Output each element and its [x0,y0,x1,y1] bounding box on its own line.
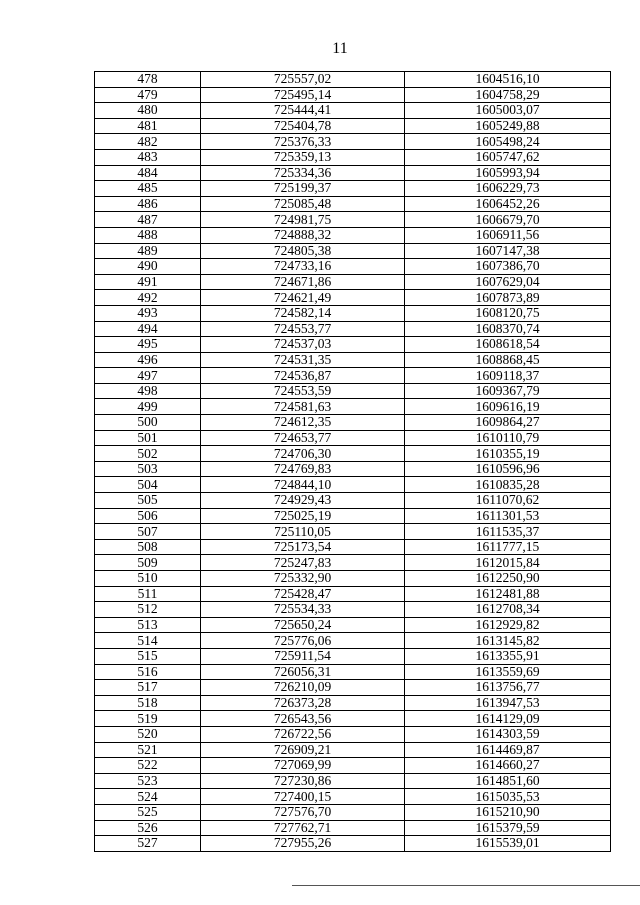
table-row [95,508,611,524]
x-coordinate-cell: 725650,24 [201,617,405,633]
table-row [95,368,611,384]
point-number-cell: 503 [95,461,201,477]
point-number-cell: 517 [95,680,201,696]
y-coordinate-cell: 1607147,38 [405,243,611,259]
point-number-cell: 527 [95,836,201,852]
y-coordinate-cell: 1605747,62 [405,149,611,165]
point-number-cell: 505 [95,493,201,509]
x-coordinate-cell: 724929,43 [201,493,405,509]
table-row [95,118,611,134]
point-number-cell: 523 [95,773,201,789]
point-number-cell: 489 [95,243,201,259]
y-coordinate-cell: 1608618,54 [405,337,611,353]
x-coordinate-cell: 726373,28 [201,695,405,711]
x-coordinate-cell: 725376,33 [201,134,405,150]
table-row [95,617,611,633]
point-number-cell: 488 [95,227,201,243]
table-row [95,399,611,415]
point-number-cell: 492 [95,290,201,306]
point-number-cell: 508 [95,539,201,555]
x-coordinate-cell: 726056,31 [201,664,405,680]
x-coordinate-cell: 725776,06 [201,633,405,649]
table-row [95,321,611,337]
x-coordinate-cell: 724805,38 [201,243,405,259]
x-coordinate-cell: 724581,63 [201,399,405,415]
x-coordinate-cell: 724582,14 [201,305,405,321]
table-row [95,836,611,852]
y-coordinate-cell: 1611070,62 [405,493,611,509]
y-coordinate-cell: 1605993,94 [405,165,611,181]
y-coordinate-cell: 1605498,24 [405,134,611,150]
table-row [95,446,611,462]
table-row [95,524,611,540]
point-number-cell: 509 [95,555,201,571]
table-row [95,196,611,212]
table-row [95,103,611,119]
point-number-cell: 516 [95,664,201,680]
y-coordinate-cell: 1615379,59 [405,820,611,836]
y-coordinate-cell: 1612481,88 [405,586,611,602]
y-coordinate-cell: 1613355,91 [405,648,611,664]
point-number-cell: 494 [95,321,201,337]
table-row [95,227,611,243]
x-coordinate-cell: 725334,36 [201,165,405,181]
y-coordinate-cell: 1614660,27 [405,758,611,774]
table-row [95,539,611,555]
x-coordinate-cell: 725359,13 [201,149,405,165]
bottom-rule [292,885,640,886]
point-number-cell: 479 [95,87,201,103]
point-number-cell: 502 [95,446,201,462]
x-coordinate-cell: 724706,30 [201,446,405,462]
table-row [95,695,611,711]
point-number-cell: 524 [95,789,201,805]
x-coordinate-cell: 725110,05 [201,524,405,540]
y-coordinate-cell: 1613756,77 [405,680,611,696]
x-coordinate-cell: 724621,49 [201,290,405,306]
table-row [95,773,611,789]
y-coordinate-cell: 1610355,19 [405,446,611,462]
x-coordinate-cell: 727955,26 [201,836,405,852]
point-number-cell: 518 [95,695,201,711]
point-number-cell: 521 [95,742,201,758]
point-number-cell: 498 [95,383,201,399]
table-row [95,87,611,103]
y-coordinate-cell: 1604758,29 [405,87,611,103]
point-number-cell: 496 [95,352,201,368]
point-number-cell: 514 [95,633,201,649]
table-row [95,804,611,820]
x-coordinate-cell: 725534,33 [201,602,405,618]
point-number-cell: 497 [95,368,201,384]
point-number-cell: 513 [95,617,201,633]
point-number-cell: 485 [95,181,201,197]
x-coordinate-cell: 726210,09 [201,680,405,696]
table-row [95,726,611,742]
y-coordinate-cell: 1614303,59 [405,726,611,742]
y-coordinate-cell: 1605249,88 [405,118,611,134]
table-row [95,820,611,836]
x-coordinate-cell: 727069,99 [201,758,405,774]
x-coordinate-cell: 725085,48 [201,196,405,212]
point-number-cell: 493 [95,305,201,321]
y-coordinate-cell: 1611301,53 [405,508,611,524]
table-row [95,290,611,306]
table-row [95,461,611,477]
x-coordinate-cell: 725199,37 [201,181,405,197]
point-number-cell: 526 [95,820,201,836]
point-number-cell: 519 [95,711,201,727]
coordinates-table [94,71,611,852]
y-coordinate-cell: 1608370,74 [405,321,611,337]
x-coordinate-cell: 725025,19 [201,508,405,524]
table-row [95,165,611,181]
table-row [95,383,611,399]
point-number-cell: 525 [95,804,201,820]
point-number-cell: 506 [95,508,201,524]
point-number-cell: 481 [95,118,201,134]
point-number-cell: 490 [95,259,201,275]
x-coordinate-cell: 724769,83 [201,461,405,477]
table-row [95,571,611,587]
x-coordinate-cell: 725173,54 [201,539,405,555]
y-coordinate-cell: 1613559,69 [405,664,611,680]
page-number: 11 [332,40,348,57]
table-row [95,415,611,431]
y-coordinate-cell: 1608120,75 [405,305,611,321]
point-number-cell: 484 [95,165,201,181]
x-coordinate-cell: 724981,75 [201,212,405,228]
y-coordinate-cell: 1610596,96 [405,461,611,477]
point-number-cell: 491 [95,274,201,290]
x-coordinate-cell: 727576,70 [201,804,405,820]
x-coordinate-cell: 724888,32 [201,227,405,243]
x-coordinate-cell: 724671,86 [201,274,405,290]
point-number-cell: 515 [95,648,201,664]
x-coordinate-cell: 725495,14 [201,87,405,103]
y-coordinate-cell: 1609118,37 [405,368,611,384]
x-coordinate-cell: 725428,47 [201,586,405,602]
table-row [95,72,611,88]
point-number-cell: 512 [95,602,201,618]
point-number-cell: 501 [95,430,201,446]
y-coordinate-cell: 1609616,19 [405,399,611,415]
y-coordinate-cell: 1612929,82 [405,617,611,633]
x-coordinate-cell: 726909,21 [201,742,405,758]
point-number-cell: 500 [95,415,201,431]
y-coordinate-cell: 1612015,84 [405,555,611,571]
y-coordinate-cell: 1613947,53 [405,695,611,711]
table-row [95,181,611,197]
table-row [95,633,611,649]
x-coordinate-cell: 727762,71 [201,820,405,836]
x-coordinate-cell: 727400,15 [201,789,405,805]
table-row [95,477,611,493]
x-coordinate-cell: 724653,77 [201,430,405,446]
table-row [95,742,611,758]
y-coordinate-cell: 1608868,45 [405,352,611,368]
x-coordinate-cell: 724536,87 [201,368,405,384]
table-row [95,259,611,275]
table-row [95,758,611,774]
y-coordinate-cell: 1615210,90 [405,804,611,820]
y-coordinate-cell: 1606229,73 [405,181,611,197]
y-coordinate-cell: 1607873,89 [405,290,611,306]
point-number-cell: 507 [95,524,201,540]
y-coordinate-cell: 1606452,26 [405,196,611,212]
table-row [95,680,611,696]
y-coordinate-cell: 1611777,15 [405,539,611,555]
point-number-cell: 522 [95,758,201,774]
point-number-cell: 511 [95,586,201,602]
table-row [95,430,611,446]
x-coordinate-cell: 724733,16 [201,259,405,275]
y-coordinate-cell: 1610110,79 [405,430,611,446]
table-row [95,274,611,290]
point-number-cell: 520 [95,726,201,742]
x-coordinate-cell: 725404,78 [201,118,405,134]
x-coordinate-cell: 724844,10 [201,477,405,493]
point-number-cell: 478 [95,72,201,88]
table-row [95,648,611,664]
table-row [95,586,611,602]
y-coordinate-cell: 1609864,27 [405,415,611,431]
y-coordinate-cell: 1612708,34 [405,602,611,618]
table-row [95,243,611,259]
point-number-cell: 482 [95,134,201,150]
coordinates-table-body [95,72,611,852]
point-number-cell: 495 [95,337,201,353]
point-number-cell: 480 [95,103,201,119]
table-row [95,305,611,321]
y-coordinate-cell: 1607629,04 [405,274,611,290]
y-coordinate-cell: 1615539,01 [405,836,611,852]
x-coordinate-cell: 724537,03 [201,337,405,353]
table-row [95,134,611,150]
y-coordinate-cell: 1614469,87 [405,742,611,758]
x-coordinate-cell: 724531,35 [201,352,405,368]
y-coordinate-cell: 1610835,28 [405,477,611,493]
x-coordinate-cell: 725247,83 [201,555,405,571]
x-coordinate-cell: 724553,59 [201,383,405,399]
table-row [95,212,611,228]
table-row [95,789,611,805]
table-row [95,352,611,368]
y-coordinate-cell: 1611535,37 [405,524,611,540]
y-coordinate-cell: 1612250,90 [405,571,611,587]
x-coordinate-cell: 727230,86 [201,773,405,789]
x-coordinate-cell: 725332,90 [201,571,405,587]
y-coordinate-cell: 1607386,70 [405,259,611,275]
table-row [95,149,611,165]
x-coordinate-cell: 725557,02 [201,72,405,88]
table-row [95,711,611,727]
table-row [95,602,611,618]
table-row [95,555,611,571]
y-coordinate-cell: 1609367,79 [405,383,611,399]
point-number-cell: 499 [95,399,201,415]
x-coordinate-cell: 726543,56 [201,711,405,727]
y-coordinate-cell: 1614129,09 [405,711,611,727]
x-coordinate-cell: 725911,54 [201,648,405,664]
table-row [95,664,611,680]
x-coordinate-cell: 724553,77 [201,321,405,337]
point-number-cell: 483 [95,149,201,165]
y-coordinate-cell: 1604516,10 [405,72,611,88]
y-coordinate-cell: 1606679,70 [405,212,611,228]
y-coordinate-cell: 1613145,82 [405,633,611,649]
point-number-cell: 487 [95,212,201,228]
y-coordinate-cell: 1615035,53 [405,789,611,805]
point-number-cell: 510 [95,571,201,587]
point-number-cell: 486 [95,196,201,212]
x-coordinate-cell: 725444,41 [201,103,405,119]
table-row [95,337,611,353]
point-number-cell: 504 [95,477,201,493]
x-coordinate-cell: 724612,35 [201,415,405,431]
y-coordinate-cell: 1606911,56 [405,227,611,243]
table-row [95,493,611,509]
x-coordinate-cell: 726722,56 [201,726,405,742]
y-coordinate-cell: 1614851,60 [405,773,611,789]
y-coordinate-cell: 1605003,07 [405,103,611,119]
